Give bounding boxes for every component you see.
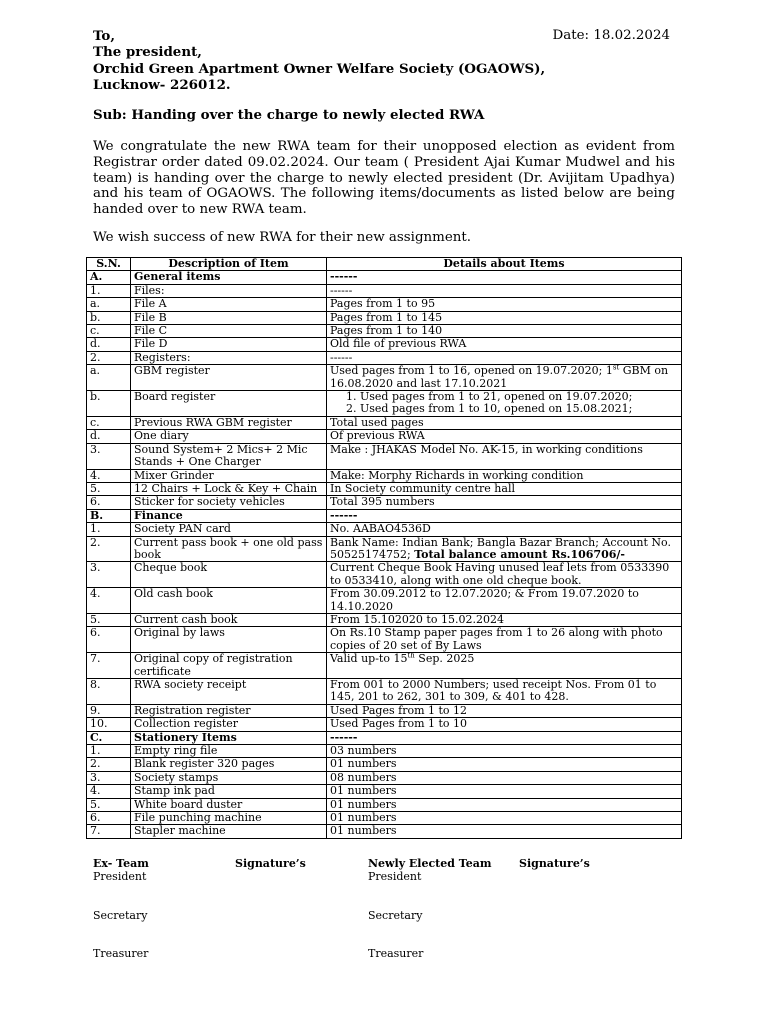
row-description: Blank register 320 pages <box>131 758 327 771</box>
row-sn: 1. <box>87 745 131 758</box>
row-sn: c. <box>87 325 131 338</box>
table-row <box>87 325 682 338</box>
row-details <box>327 562 682 588</box>
row-details <box>327 718 682 731</box>
row-description: Previous RWA GBM register <box>131 416 327 429</box>
row-sn: 5. <box>87 482 131 495</box>
row-sn: 8. <box>87 679 131 705</box>
row-description: Board register <box>131 391 327 417</box>
row-description: One diary <box>131 430 327 443</box>
row-description: Registers: <box>131 351 327 364</box>
row-description: 12 Chairs + Lock & Key + Chain <box>131 482 327 495</box>
row-details <box>327 785 682 798</box>
row-description: Empty ring file <box>131 745 327 758</box>
wish-line: We wish success of new RWA for their new assignment. <box>93 230 472 245</box>
row-sn: 2. <box>87 758 131 771</box>
row-details <box>327 284 682 297</box>
row-details <box>327 469 682 482</box>
table-row <box>87 496 682 509</box>
table-row <box>87 653 682 679</box>
table-row <box>87 785 682 798</box>
row-sn: d. <box>87 338 131 351</box>
row-details <box>327 416 682 429</box>
details-text: Used Pages from 1 to 10 <box>330 717 468 731</box>
row-sn: d. <box>87 430 131 443</box>
table-row <box>87 613 682 626</box>
header-details: Details about Items <box>327 258 682 271</box>
row-sn: 6. <box>87 627 131 653</box>
row-sn: 7. <box>87 825 131 838</box>
row-description: Original by laws <box>131 627 327 653</box>
ex-team-heading: Ex- Team <box>93 857 149 870</box>
details-text: Make : JHAKAS Model No. AK-15, in working conditions <box>330 442 643 456</box>
row-details <box>327 430 682 443</box>
details-text: No. AABAO4536D <box>330 522 431 536</box>
row-details <box>327 311 682 324</box>
table-row <box>87 509 682 522</box>
row-details: Valid up-to 15th Sep. 2025 <box>327 653 682 679</box>
row-details <box>327 338 682 351</box>
table-row <box>87 482 682 495</box>
details-line: 1. Used pages from 1 to 21, opened on 19.07.2020; <box>346 390 633 404</box>
row-description: File A <box>131 298 327 311</box>
body-paragraph: We congratulate the new RWA team for their unopposed election as evident from Registrar order dated 09.02.2024. Our team ( President Ajai Kumar Mudwel and his team) is handing over the charge to newly elected president (Dr. Avijitam Upadhya) and his team of OGAOWS. The following items/documents as listed below are being handed over to new RWA team. <box>93 139 675 218</box>
row-sn: 10. <box>87 718 131 731</box>
details-text: ------ <box>330 283 353 297</box>
row-sn: 3. <box>87 443 131 469</box>
row-description: GBM register <box>131 365 327 391</box>
row-description: Sound System+ 2 Mics+ 2 Mic Stands + One Charger <box>131 443 327 469</box>
table-row <box>87 731 682 744</box>
table-row <box>87 798 682 811</box>
table-row <box>87 365 682 391</box>
details-text: Make: Morphy Richards in working condition <box>330 468 584 482</box>
row-details <box>327 482 682 495</box>
row-description: File D <box>131 338 327 351</box>
row-sn: 5. <box>87 613 131 626</box>
row-sn: 2. <box>87 536 131 562</box>
row-description: Collection register <box>131 718 327 731</box>
details-text: 08 numbers <box>330 770 397 784</box>
details-text: Old file of previous RWA <box>330 337 467 351</box>
row-details <box>327 536 682 562</box>
ex-secretary-label: Secretary <box>93 909 148 922</box>
details-text: 03 numbers <box>330 744 397 758</box>
row-description: Stamp ink pad <box>131 785 327 798</box>
row-description: Original copy of registration certificate <box>131 653 327 679</box>
row-details <box>327 509 682 522</box>
row-sn: 5. <box>87 798 131 811</box>
row-sn: 9. <box>87 704 131 717</box>
row-description: Files: <box>131 284 327 297</box>
table-row <box>87 351 682 364</box>
row-sn: b. <box>87 311 131 324</box>
recipient: The president, <box>93 44 202 61</box>
table-row <box>87 536 682 562</box>
row-details <box>327 825 682 838</box>
details-text: 01 numbers <box>330 784 397 798</box>
details-text: 01 numbers <box>330 757 397 771</box>
row-description: RWA society receipt <box>131 679 327 705</box>
details-text: ------ <box>330 350 353 364</box>
table-row <box>87 758 682 771</box>
row-details <box>327 523 682 536</box>
row-details <box>327 271 682 284</box>
row-details <box>327 704 682 717</box>
table-header-row <box>87 258 682 271</box>
details-text: Pages from 1 to 140 <box>330 324 443 338</box>
row-description: File C <box>131 325 327 338</box>
details-text: ------ <box>330 270 358 284</box>
row-details <box>327 496 682 509</box>
ex-president-label: President <box>93 870 147 883</box>
table-row <box>87 771 682 784</box>
table-row <box>87 298 682 311</box>
details-text: 01 numbers <box>330 797 397 811</box>
table-row <box>87 391 682 417</box>
row-sn: A. <box>87 271 131 284</box>
details-text: From 15.102020 to 15.02.2024 <box>330 612 504 626</box>
row-sn: 4. <box>87 469 131 482</box>
row-sn: 7. <box>87 653 131 679</box>
table-row <box>87 311 682 324</box>
table-body <box>87 271 682 838</box>
row-sn: a. <box>87 298 131 311</box>
row-description: Registration register <box>131 704 327 717</box>
details-text: Pages from 1 to 95 <box>330 297 436 311</box>
row-sn: 1. <box>87 284 131 297</box>
details-text: From 001 to 2000 Numbers; used receipt Nos. From 01 to 145, 201 to 262, 301 to 309, & 401 to 428. <box>330 678 657 704</box>
row-sn: 4. <box>87 785 131 798</box>
handover-table <box>86 257 682 839</box>
row-details <box>327 298 682 311</box>
row-sn: 6. <box>87 496 131 509</box>
row-sn: B. <box>87 509 131 522</box>
header-description: Description of Item <box>131 258 327 271</box>
row-sn: 1. <box>87 523 131 536</box>
details-text: 01 numbers <box>330 824 397 838</box>
new-president-label: President <box>368 870 422 883</box>
row-details <box>327 613 682 626</box>
ex-team-signature-heading: Signature’s <box>235 857 306 870</box>
table-row <box>87 523 682 536</box>
row-description: Mixer Grinder <box>131 469 327 482</box>
row-details <box>327 325 682 338</box>
table-row <box>87 718 682 731</box>
details-text: Pages from 1 to 145 <box>330 310 443 324</box>
table-row <box>87 704 682 717</box>
table-row <box>87 416 682 429</box>
row-description: Cheque book <box>131 562 327 588</box>
table-row <box>87 338 682 351</box>
details-text: Current Cheque Book Having unused leaf lets from 0533390 to 0533410, along with one old cheque book. <box>330 561 670 587</box>
table-row <box>87 443 682 469</box>
new-team-signature-heading: Signature’s <box>519 857 590 870</box>
society-name: Orchid Green Apartment Owner Welfare Society (OGAOWS), <box>93 60 546 77</box>
row-description: File punching machine <box>131 812 327 825</box>
row-details <box>327 731 682 744</box>
row-details <box>327 351 682 364</box>
details-text: On Rs.10 Stamp paper pages from 1 to 26 along with photo copies of 20 set of By Laws <box>330 626 663 652</box>
row-details <box>327 443 682 469</box>
row-details <box>327 679 682 705</box>
row-sn: 3. <box>87 771 131 784</box>
details-text: ------ <box>330 730 358 744</box>
row-sn: 6. <box>87 812 131 825</box>
row-description: General items <box>131 271 327 284</box>
details-text: ------ <box>330 508 358 522</box>
row-description: Society stamps <box>131 771 327 784</box>
row-details: Used pages from 1 to 16, opened on 19.07.2020; 1st GBM on 16.08.2020 and last 17.10.2021 <box>327 365 682 391</box>
row-sn: a. <box>87 365 131 391</box>
table-row <box>87 562 682 588</box>
details-text: Used Pages from 1 to 12 <box>330 703 468 717</box>
row-description: Current pass book + one old pass book <box>131 536 327 562</box>
table-row <box>87 745 682 758</box>
row-description: Society PAN card <box>131 523 327 536</box>
details-text: 01 numbers <box>330 811 397 825</box>
new-secretary-label: Secretary <box>368 909 423 922</box>
letter-date: Date: 18.02.2024 <box>552 28 670 43</box>
details-text: Bank Name: Indian Bank; Bangla Bazar Branch; Account No. 50525174752; <box>330 535 671 561</box>
row-details <box>327 812 682 825</box>
details-text: Total 395 numbers <box>330 495 435 509</box>
city: Lucknow- 226012. <box>93 76 231 93</box>
row-description: Stapler machine <box>131 825 327 838</box>
balance-amount: Total balance amount Rs.106706/- <box>414 547 625 561</box>
row-sn: b. <box>87 391 131 417</box>
address-block <box>93 28 545 93</box>
new-team-heading: Newly Elected Team <box>368 857 492 870</box>
row-description: Old cash book <box>131 588 327 614</box>
row-details <box>327 391 682 417</box>
row-sn: 3. <box>87 562 131 588</box>
row-details <box>327 627 682 653</box>
table-row <box>87 679 682 705</box>
details-text: Total used pages <box>330 415 424 429</box>
row-details <box>327 798 682 811</box>
details-line: 2. Used pages from 1 to 10, opened on 15.08.2021; <box>346 402 633 416</box>
details-text: From 30.09.2012 to 12.07.2020; & From 19.07.2020 to 14.10.2020 <box>330 587 639 613</box>
table-row <box>87 469 682 482</box>
row-sn: 2. <box>87 351 131 364</box>
row-details <box>327 745 682 758</box>
table-row <box>87 284 682 297</box>
row-details <box>327 588 682 614</box>
row-description: Current cash book <box>131 613 327 626</box>
header-sn: S.N. <box>87 258 131 271</box>
table-row <box>87 271 682 284</box>
table-row <box>87 430 682 443</box>
row-details <box>327 758 682 771</box>
row-sn: c. <box>87 416 131 429</box>
new-treasurer-label: Treasurer <box>368 947 424 960</box>
ex-treasurer-label: Treasurer <box>93 947 149 960</box>
row-sn: C. <box>87 731 131 744</box>
row-details <box>327 771 682 784</box>
row-description: Finance <box>131 509 327 522</box>
row-description: White board duster <box>131 798 327 811</box>
row-description: File B <box>131 311 327 324</box>
details-text: Of previous RWA <box>330 429 425 443</box>
table-row <box>87 627 682 653</box>
row-description: Sticker for society vehicles <box>131 496 327 509</box>
table-row <box>87 825 682 838</box>
row-description: Stationery Items <box>131 731 327 744</box>
table-row <box>87 588 682 614</box>
salutation: To, <box>93 28 116 44</box>
table-row <box>87 812 682 825</box>
row-sn: 4. <box>87 588 131 614</box>
subject-line: Sub: Handing over the charge to newly elected RWA <box>93 107 485 123</box>
details-text: In Society community centre hall <box>330 481 515 495</box>
